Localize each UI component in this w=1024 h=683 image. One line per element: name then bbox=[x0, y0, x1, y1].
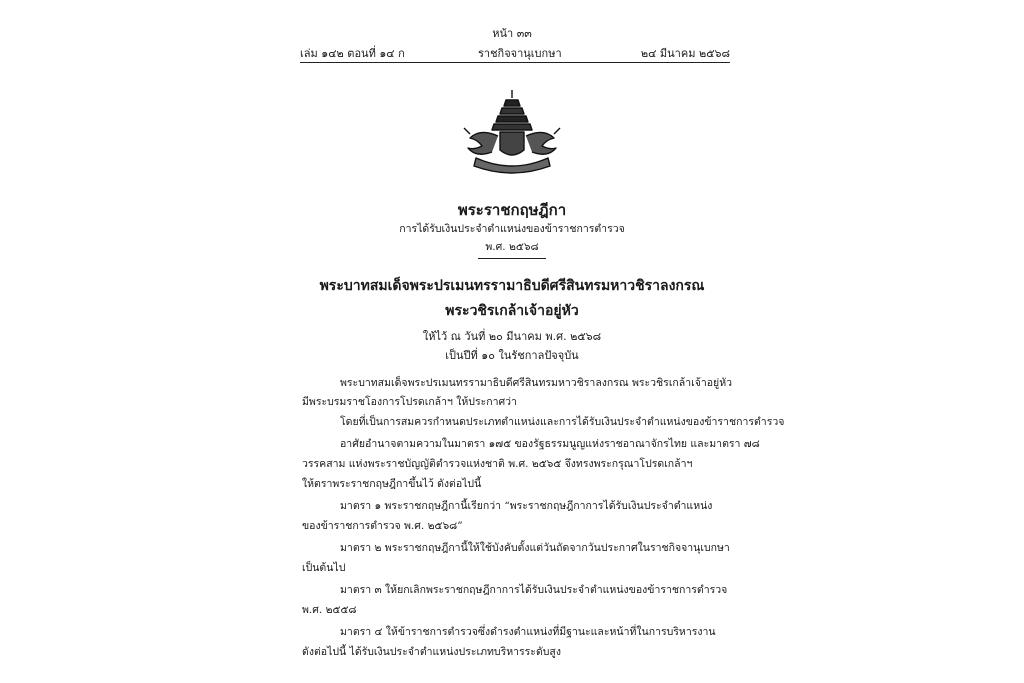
publication-date: ๒๔ มีนาคม ๒๕๖๘ bbox=[640, 47, 730, 60]
page-number: หน้า ๓๓ bbox=[492, 27, 532, 40]
body-line: มีพระบรมราชโองการโปรดเกล้าฯ ให้ประกาศว่า bbox=[302, 396, 517, 408]
body-line: มาตรา ๑ พระราชกฤษฎีกานี้เรียกว่า “พระราชกฤษฎีกาการได้รับเงินประจำตำแหน่ง bbox=[340, 500, 713, 512]
reign-year: เป็นปีที่ ๑๐ ในรัชกาลปัจจุบัน bbox=[445, 349, 579, 362]
body-line: อาศัยอำนาจตามความในมาตรา ๑๗๕ ของรัฐธรรมนูญแห่งราชอาณาจักรไทย และมาตรา ๗๘ bbox=[340, 438, 760, 450]
gazette-name: ราชกิจจานุเบกษา bbox=[478, 47, 562, 60]
gazette-header bbox=[300, 44, 730, 60]
body-line: ของข้าราชการตำรวจ พ.ศ. ๒๕๖๘” bbox=[302, 520, 463, 532]
body-line: มาตรา ๓ ให้ยกเลิกพระราชกฤษฎีกาการได้รับเงินประจำตำแหน่งของข้าราชการตำรวจ bbox=[340, 584, 728, 596]
royal-emblem-icon bbox=[458, 88, 566, 176]
body-line: มาตรา ๒ พระราชกฤษฎีกานี้ให้ใช้บังคับตั้งแต่วันถัดจากวันประกาศในราชกิจจานุเบกษา bbox=[340, 542, 730, 554]
decree-year: พ.ศ. ๒๕๖๘ bbox=[485, 241, 539, 253]
body-line: เป็นต้นไป bbox=[302, 562, 346, 574]
body-line: พ.ศ. ๒๕๕๘ bbox=[302, 604, 357, 616]
decree-title: พระราชกฤษฎีกา bbox=[457, 201, 567, 219]
header-divider bbox=[300, 62, 730, 63]
given-date: ให้ไว้ ณ วันที่ ๒๐ มีนาคม พ.ศ. ๒๕๖๘ bbox=[422, 330, 602, 343]
volume-issue: เล่ม ๑๔๒ ตอนที่ ๑๔ ก bbox=[300, 47, 405, 60]
body-line: ให้ตราพระราชกฤษฎีกาขึ้นไว้ ดังต่อไปนี้ bbox=[302, 478, 482, 490]
decree-subtitle: การได้รับเงินประจำตำแหน่งของข้าราชการตำรวจ bbox=[399, 223, 625, 235]
king-name-line2: พระวชิรเกล้าเจ้าอยู่หัว bbox=[445, 303, 579, 319]
title-divider bbox=[478, 258, 546, 259]
king-name-line1: พระบาทสมเด็จพระปรเมนทรรามาธิบดีศรีสินทรมหาวชิราลงกรณ bbox=[319, 278, 705, 294]
body-line: ดังต่อไปนี้ ได้รับเงินประจำตำแหน่งประเภทบริหารระดับสูง bbox=[302, 646, 561, 658]
body-line: พระบาทสมเด็จพระปรเมนทรรามาธิบดีศรีสินทรมหาวชิราลงกรณ พระวชิรเกล้าเจ้าอยู่หัว bbox=[340, 377, 733, 389]
body-line: โดยที่เป็นการสมควรกำหนดประเภทตำแหน่งและการได้รับเงินประจำตำแหน่งของข้าราชการตำรวจ bbox=[340, 416, 785, 428]
body-line: มาตรา ๔ ให้ข้าราชการตำรวจซึ่งดำรงตำแหน่งที่มีฐานะและหน้าที่ในการบริหารงาน bbox=[340, 626, 716, 638]
body-line: วรรคสาม แห่งพระราชบัญญัติตำรวจแห่งชาติ พ.ศ. ๒๕๖๕ จึงทรงพระกรุณาโปรดเกล้าฯ bbox=[302, 458, 693, 470]
